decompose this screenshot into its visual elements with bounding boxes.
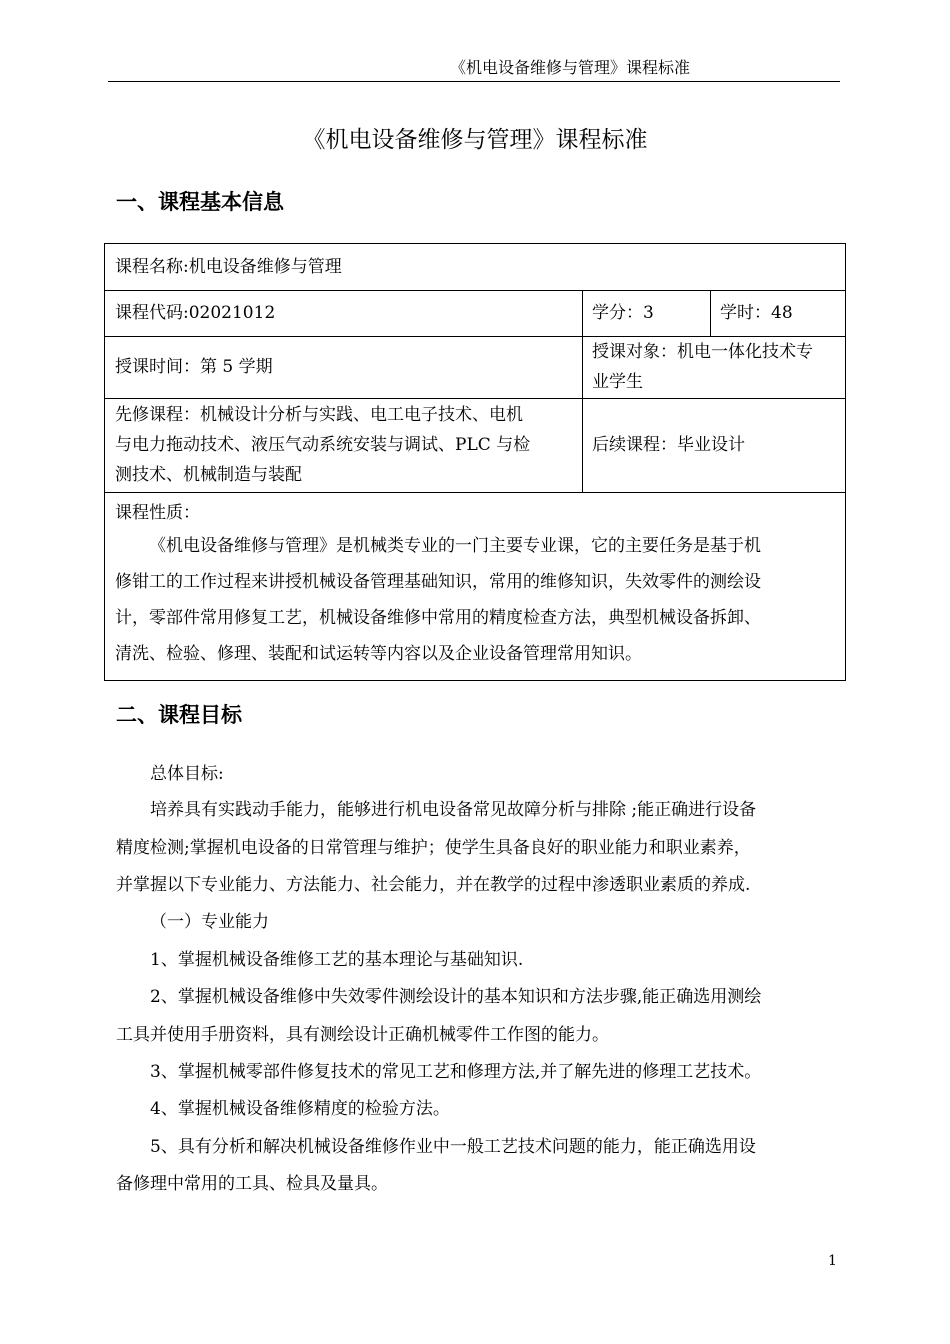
prerequisites-line: 与电力拖动技术、液压气动系统安装与调试、PLC 与检 (115, 435, 531, 455)
course-nature-line: 清洗、检验、修理、装配和试运转等内容以及企业设备管理常用知识。 (115, 644, 642, 664)
audience-line: 授课对象：机电一体化技术专 (592, 342, 813, 362)
running-header: 《机电设备维修与管理》课程标准 (449, 58, 690, 77)
objectives-line: 工具并使用手册资料，具有测绘设计正确机械零件工作图的能力。 (116, 1025, 609, 1045)
header-rule (108, 81, 840, 82)
objectives-line: 3、掌握机械零部件修复技术的常见工艺和修理方法,并了解先进的修理工艺技术。 (150, 1062, 762, 1082)
semester-cell: 授课时间：第 5 学期 (115, 357, 273, 377)
objectives-line: 2、掌握机械设备维修中失效零件测绘设计的基本知识和方法步骤,能正确选用测绘 (150, 987, 762, 1007)
table-rule (105, 398, 845, 399)
course-code-cell: 课程代码:02021012 (115, 303, 276, 323)
objectives-line: 精度检测;掌握机电设备的日常管理与维护；使学生具备良好的职业能力和职业素养， (116, 838, 751, 858)
prerequisites-line: 先修课程：机械设计分析与实践、电工电子技术、电机 (115, 405, 523, 425)
objectives-line: 4、掌握机械设备维修精度的检验方法。 (150, 1099, 450, 1119)
course-nature-cell (105, 498, 845, 672)
course-info-table (104, 243, 846, 681)
audience-line: 业学生 (592, 372, 643, 392)
prerequisites-line: 测技术、机械制造与装配 (115, 465, 302, 485)
objectives-line: （一）专业能力 (150, 912, 269, 932)
section-heading-basic-info: 一、课程基本信息 (116, 190, 284, 214)
table-rule (105, 290, 845, 291)
objectives-line: 并掌握以下专业能力、方法能力、社会能力，并在教学的过程中渗透职业素质的养成. (116, 875, 751, 895)
course-nature-label: 课程性质： (115, 503, 200, 523)
page-number: 1 (828, 1253, 837, 1269)
hours-cell: 学时：48 (720, 303, 793, 323)
followup-cell: 后续课程：毕业设计 (592, 435, 745, 455)
course-name-cell: 课程名称:机电设备维修与管理 (115, 257, 342, 277)
objectives-line: 1、掌握机械设备维修工艺的基本理论与基础知识. (150, 950, 524, 970)
section-heading-objectives: 二、课程目标 (116, 703, 242, 727)
table-rule (105, 492, 845, 493)
objectives-line: 5、具有分析和解决机械设备维修作业中一般工艺技术问题的能力，能正确选用设 (150, 1137, 756, 1157)
prerequisites-cell (105, 400, 582, 490)
course-nature-line: 《机电设备维修与管理》是机械类专业的一门主要专业课，它的主要任务是基于机 (149, 536, 761, 556)
objectives-line: 备修理中常用的工具、检具及量具。 (116, 1174, 388, 1194)
credits-cell: 学分：3 (592, 303, 654, 323)
objectives-line: 总体目标: (150, 764, 224, 784)
audience-cell (582, 337, 845, 397)
course-nature-line: 修钳工的工作过程来讲授机械设备管理基础知识，常用的维修知识，失效零件的测绘设 (115, 572, 761, 592)
course-nature-line: 计，零部件常用修复工艺，机械设备维修中常用的精度检查方法，典型机械设备拆卸、 (115, 608, 761, 628)
document-title: 《机电设备维修与管理》课程标准 (302, 127, 648, 153)
objectives-line: 培养具有实践动手能力，能够进行机电设备常见故障分析与排除 ;能正确进行设备 (150, 800, 757, 820)
